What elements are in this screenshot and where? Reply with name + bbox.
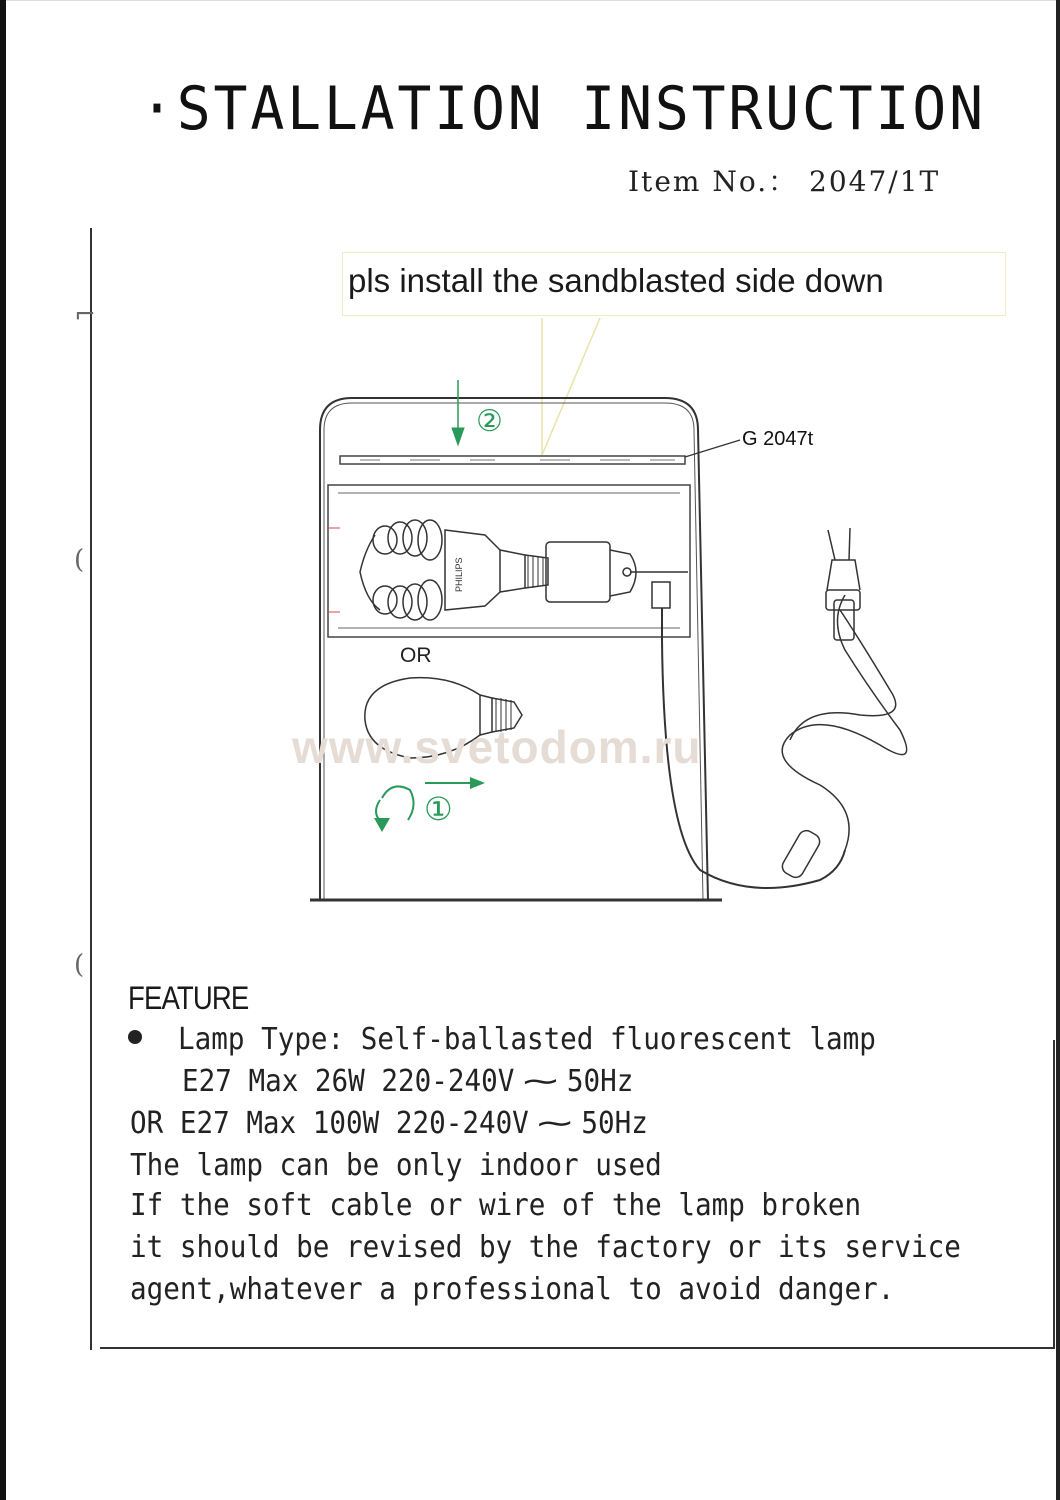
note-leader-lines [542,318,600,455]
punch-hole-mark: ( [74,545,85,575]
frame-line-left [90,228,92,1350]
note-line: If the soft cable or wire of the lamp broken [130,1188,862,1223]
spec-line-2-prefix: OR E27 Max 100W 220-240V [130,1106,529,1141]
note-line: it should be revised by the factory or its service [130,1230,961,1265]
glass-diffuser [340,456,685,464]
note-line: agent,whatever a professional to avoid danger. [130,1272,895,1307]
punch-hole-mark: ⌐ [74,300,96,330]
note-line: The lamp can be only indoor used [130,1148,662,1183]
watermark: www.svetodom.ru [292,721,702,773]
lamp-type-line: Lamp Type: Self-ballasted fluorescent lamp [178,1022,876,1057]
part-leader [685,440,740,457]
lamp-socket [546,542,688,608]
frame-line-bottom [100,1347,1055,1349]
ac-symbol: ∼ [534,1106,576,1141]
cable-switch [779,828,822,881]
feature-heading: FEATURE [128,980,249,1016]
spec-line-2 [130,1106,648,1141]
coiled-cable [782,595,906,850]
scan-border-right [1056,0,1060,1500]
power-plug [826,528,860,640]
spec-line-1-suffix: 50Hz [566,1064,634,1099]
page-edge [0,0,1060,1]
ac-symbol: ∼ [519,1064,562,1099]
punch-hole-mark: ( [74,950,85,980]
frame-line-right [1053,1040,1055,1349]
installation-note: pls install the sandblasted side down [348,262,884,299]
step-2-marker: ② [476,404,503,439]
part-label: G 2047t [742,428,814,450]
item-number: Item No.： 2047/1T [628,165,941,198]
spec-line-2-suffix: 50Hz [581,1106,648,1141]
alternative-label: OR [400,644,432,667]
lamp-diagram [300,310,920,920]
bulb-brand: PHILIPS [454,557,464,592]
bullet-icon [128,1030,142,1044]
install-down-arrow [452,380,464,445]
scan-border-left [0,0,6,1500]
spec-line-1 [182,1064,633,1099]
step-1-marker: ① [424,790,453,828]
document-title: ·STALLATION INSTRUCTION [140,74,986,144]
spec-line-1-prefix: E27 Max 26W 220-240V [182,1064,515,1099]
